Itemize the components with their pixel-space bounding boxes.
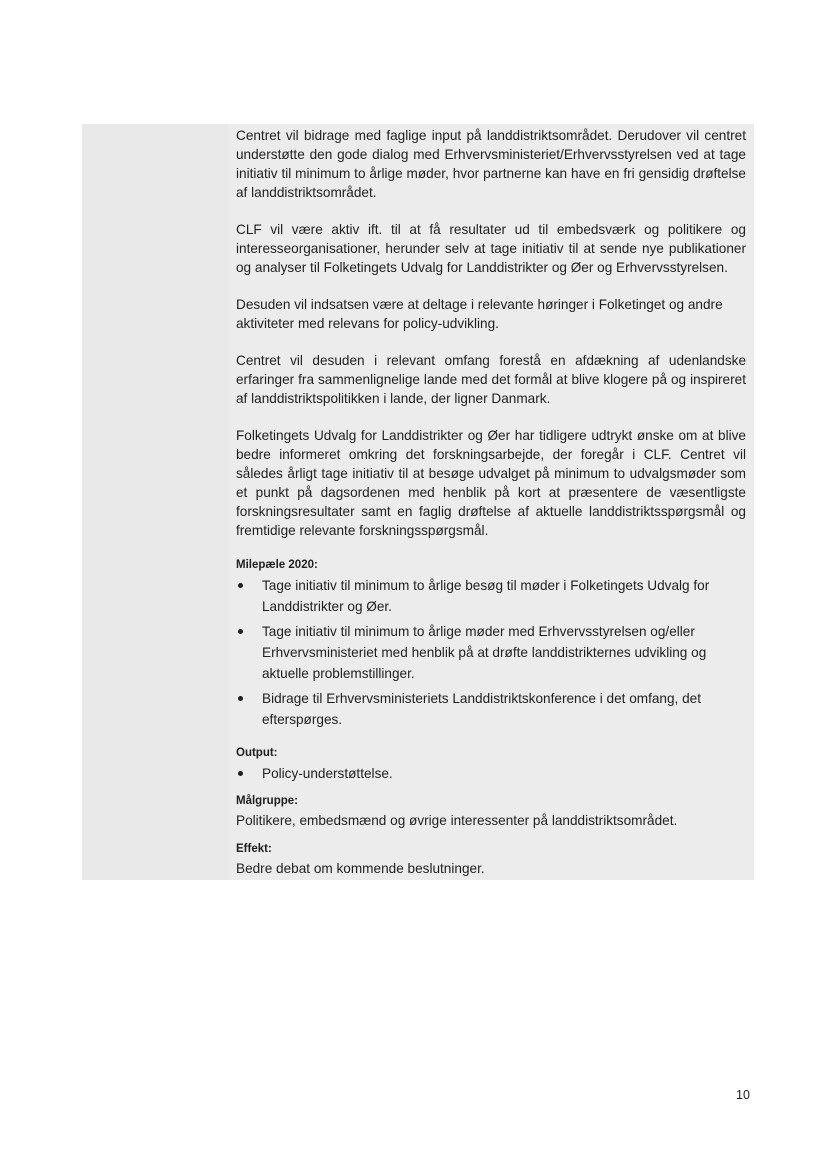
left-shaded-column [82, 124, 228, 880]
list-item: Policy-understøttelse. [236, 763, 746, 784]
bullet-icon [238, 771, 243, 776]
effect-text: Bedre debat om kommende beslutninger. [236, 861, 485, 876]
document-body [236, 126, 746, 890]
page-number: 10 [736, 1088, 750, 1102]
target-group-text: Politikere, embedsmænd og øvrige interessenter på landdistriktsområdet. [236, 813, 678, 828]
output-heading: Output: [236, 747, 278, 759]
bullet-icon [238, 629, 243, 634]
paragraph-3: Desuden vil indsatsen være at deltage i relevante høringer i Folketinget og andre aktiviteter med relevans for policy-udvikling. [236, 297, 723, 331]
milestones-section [236, 558, 746, 730]
effect-section [236, 842, 746, 878]
paragraph-2: CLF vil være aktiv ift. til at få resultater ud til embedsværk og politikere og interesseorganisationer, herunder selv at tage initiativ til at sende nye publikationer og analyser til Folketingets Udvalg for Landdistrikter og Øer og Erhvervsstyrelsen. [236, 222, 746, 275]
output-section [236, 746, 746, 784]
paragraph-1: Centret vil bidrage med faglige input på landdistriktsområdet. Derudover vil centret understøtte den gode dialog med Erhvervsministeriet/Erhvervsstyrelsen ved at tage initiativ til minimum to årlige møder, hvor partnerne kan have en fri gensidig drøftelse af landdistriktsområdet. [236, 128, 746, 200]
milestones-list [236, 575, 746, 730]
output-list [236, 763, 746, 784]
paragraph-5: Folketingets Udvalg for Landdistrikter og Øer har tidligere udtrykt ønske om at blive bedre informeret omkring det forskningsarbejde, der foregår i CLF. Centret vil således årligt tage initiativ til at besøge udvalget på minimum to udvalgsmøder som et punkt på dagsordenen med henblik på kort at præsentere de væsentligste forskningsresultater samt en faglig drøftelse af aktuelle landdistriktsspørgsmål og fremtidige relevante forskningsspørgsmål. [236, 428, 746, 538]
target-group-section [236, 794, 746, 830]
bullet-icon [238, 696, 243, 701]
effect-heading: Effekt: [236, 843, 272, 855]
list-item: Tage initiativ til minimum to årlige møder med Erhvervsstyrelsen og/eller Erhvervsministeriet med henblik på at drøfte landdistrikternes udvikling og aktuelle problemstillinger. [236, 621, 746, 684]
list-item: Tage initiativ til minimum to årlige besøg til møder i Folketingets Udvalg for Landdistrikter og Øer. [236, 575, 746, 617]
target-group-heading: Målgruppe: [236, 795, 298, 807]
bullet-icon [238, 583, 243, 588]
list-item: Bidrage til Erhvervsministeriets Landdistriktskonference i det omfang, det efterspørges. [236, 688, 746, 730]
milestones-heading: Milepæle 2020: [236, 559, 318, 571]
paragraph-4: Centret vil desuden i relevant omfang forestå en afdækning af udenlandske erfaringer fra sammenlignelige lande med det formål at blive klogere på og inspireret af landdistriktspolitikken i lande, der ligner Danmark. [236, 353, 746, 406]
